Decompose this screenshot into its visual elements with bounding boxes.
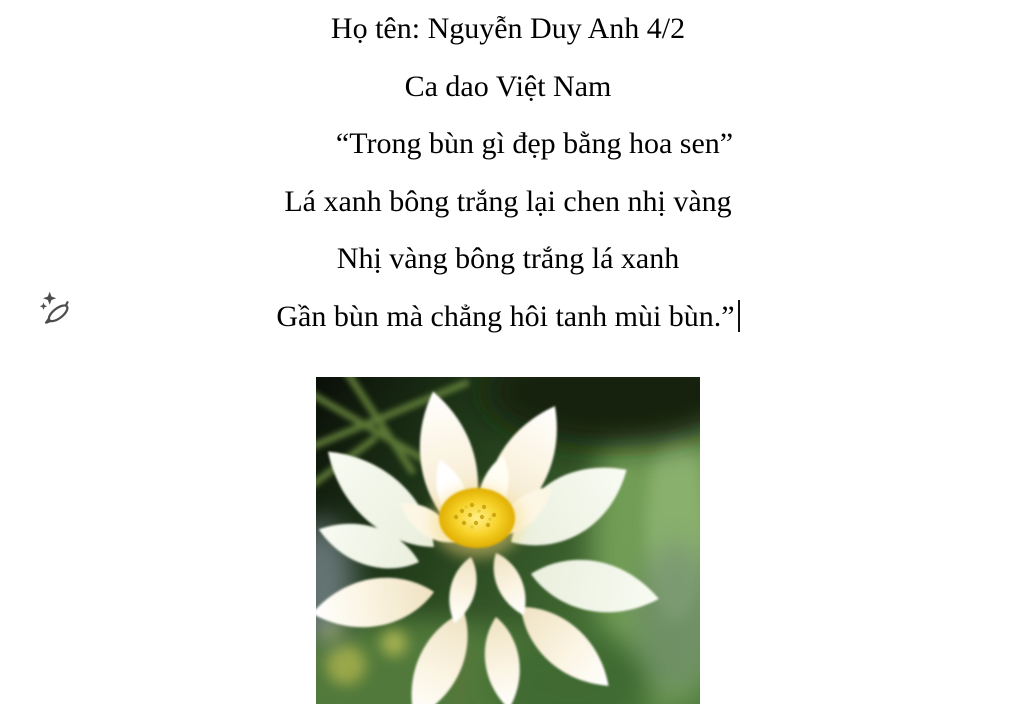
lotus-stamen-center (431, 486, 523, 558)
line-title[interactable]: Ca dao Việt Nam (404, 69, 612, 103)
poem-text-block[interactable] (0, 0, 1016, 346)
line-verse-3[interactable]: Nhị vàng bông trắng lá xanh (336, 242, 680, 276)
text-cursor (738, 300, 740, 332)
line-verse-2[interactable]: Lá xanh bông trắng lại chen nhị vàng (284, 184, 732, 218)
lotus-photo[interactable] (316, 377, 700, 704)
sparkle-small-icon (40, 302, 47, 309)
line-student-name[interactable]: Họ tên: Nguyễn Duy Anh 4/2 (330, 12, 686, 45)
line-verse-1[interactable]: “Trong bùn gì đẹp bằng hoa sen” (335, 127, 734, 161)
sparkle-large-icon (43, 292, 56, 305)
copilot-pen-icon[interactable] (38, 290, 74, 326)
line-verse-4[interactable] (0, 288, 1016, 346)
pen-loop-icon (43, 301, 72, 326)
line-verse-4-text: Gần bùn mà chẳng hôi tanh mùi bùn.” (276, 299, 735, 333)
